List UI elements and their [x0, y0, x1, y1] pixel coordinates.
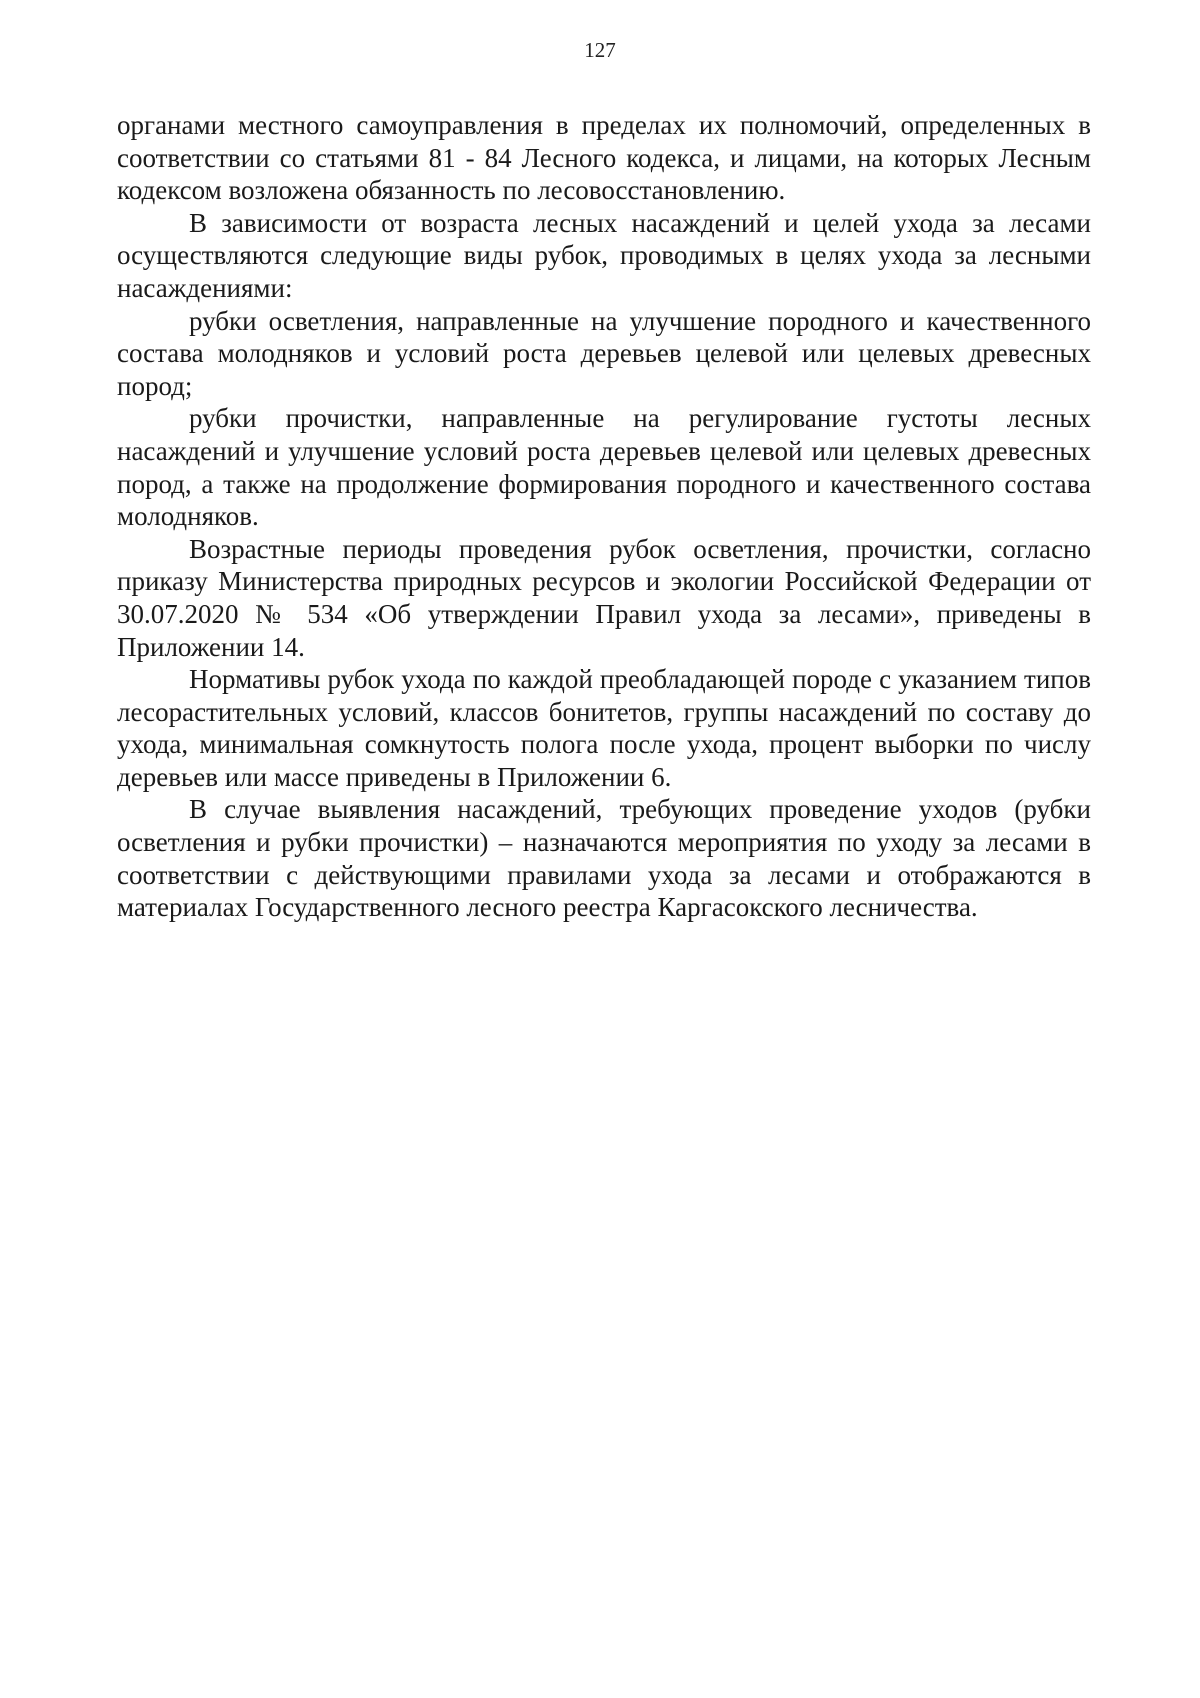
paragraph-clearing-felling: рубки осветления, направленные на улучшение породного и качественного состава молодняков и условий роста деревьев целевой или целевых древесных пород; — [117, 305, 1091, 401]
paragraph-continuation: органами местного самоуправления в пределах их полномочий, определенных в соответствии со статьями 81 - 84 Лесного кодекса, и лицами, на которых Лесным кодексом возложена обязанность по лесовосстановлению. — [117, 110, 1091, 206]
paragraph-standards: Нормативы рубок ухода по каждой преобладающей породе с указанием типов лесорастительных условий, классов бонитетов, группы насаждений по составу до ухода, минимальная сомкнутость полога после ухода, процент выборки по числу деревьев или массе приведены в Приложении 6. — [117, 664, 1091, 792]
paragraph-felling-types: В зависимости от возраста лесных насаждений и целей ухода за лесами осуществляются следующие виды рубок, проводимых в целях ухода за лесными насаждениями: — [117, 207, 1091, 303]
paragraph-measures: В случае выявления насаждений, требующих проведение уходов (рубки осветления и рубки прочистки) – назначаются мероприятия по уходу за лесами в соответствии с действующими правилами ухода за лесами и отображаются в материалах Государственного лесного реестра Каргасокского лесничества. — [117, 794, 1091, 923]
paragraph-age-periods: Возрастные периоды проведения рубок осветления, прочистки, согласно приказу Министерства природных ресурсов и экологии Российской Федерации от 30.07.2020 № 534 «Об утверждении Правил ухода за лесами», приведены в Приложении 14. — [117, 533, 1091, 662]
document-body — [117, 109, 1091, 924]
page-number: 127 — [584, 38, 616, 62]
paragraph-thinning-felling: рубки прочистки, направленные на регулирование густоты лесных насаждений и улучшение условий роста деревьев целевой или целевых древесных пород, а также на продолжение формирования породного и качественного состава молодняков. — [117, 403, 1091, 532]
